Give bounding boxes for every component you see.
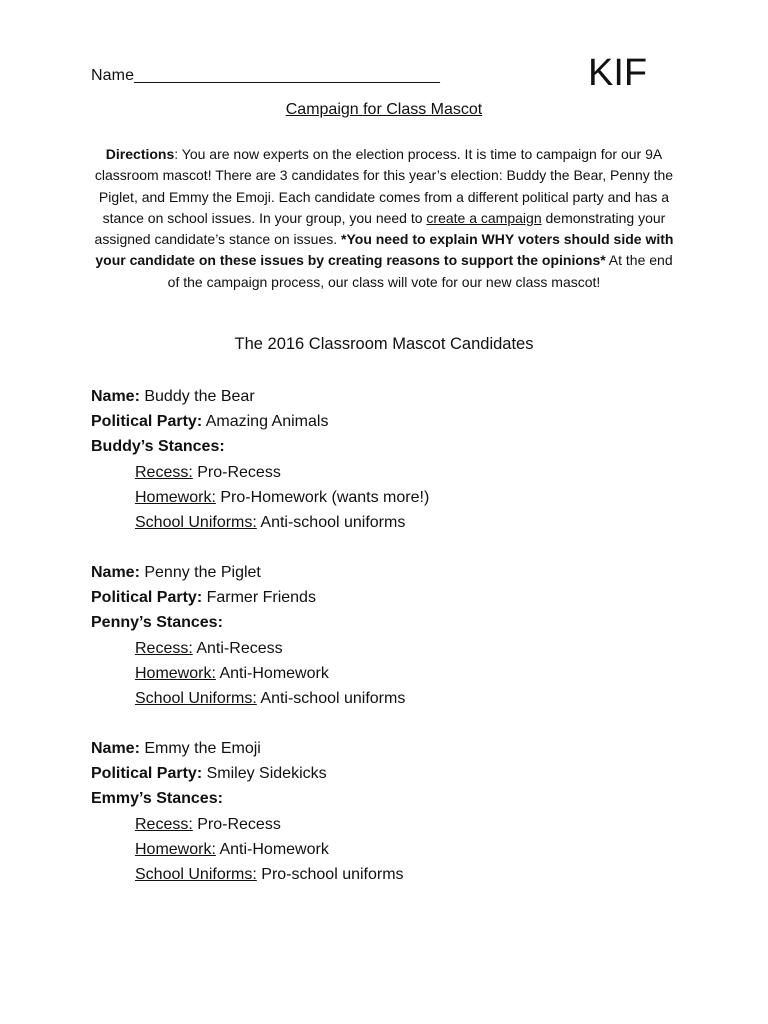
name-label: Name — [91, 67, 135, 84]
stance-recess — [91, 636, 405, 661]
stances-heading: Buddy’s Stances: — [91, 438, 225, 456]
issue-label: Recess: — [135, 639, 193, 657]
stance-recess — [91, 460, 429, 485]
issue-label: Homework: — [135, 664, 216, 682]
stance-value: Anti-school uniforms — [256, 514, 406, 532]
issue-label: Homework: — [135, 488, 216, 506]
party-label: Political Party: — [91, 765, 203, 783]
stance-value: Pro-Recess — [192, 463, 281, 481]
issue-label: Recess: — [135, 815, 193, 833]
issue-label: School Uniforms: — [135, 690, 257, 708]
party-label: Political Party: — [91, 589, 203, 607]
party-label: Political Party: — [91, 413, 203, 431]
stance-value: Pro-Homework (wants more!) — [215, 488, 430, 506]
party-row — [91, 585, 405, 610]
issue-label: School Uniforms: — [135, 514, 257, 532]
candidate-name-row — [91, 736, 404, 761]
stance-value: Pro-Recess — [192, 815, 281, 833]
stance-value: Pro-school uniforms — [256, 866, 404, 884]
party-name: Amazing Animals — [202, 413, 329, 431]
issue-label: Recess: — [135, 463, 193, 481]
candidate-name: Penny the Piglet — [139, 564, 261, 581]
stance-value: Anti-Homework — [215, 664, 329, 682]
name-blank: __________________________________ — [134, 67, 441, 84]
directions-text-2: demonstrating your assigned candidate’s stance on issues. — [94, 209, 666, 248]
stance-recess — [91, 812, 404, 837]
page-title: Campaign for Class Mascot — [285, 101, 483, 118]
candidate-block-penny — [91, 560, 405, 711]
stance-homework — [91, 661, 405, 686]
stance-uniforms — [91, 510, 429, 535]
candidate-name-row — [91, 384, 429, 409]
candidate-block-buddy — [91, 384, 429, 535]
party-name: Smiley Sidekicks — [202, 765, 327, 783]
party-row — [91, 409, 429, 434]
name-label: Name: — [91, 388, 140, 405]
stance-uniforms — [91, 862, 404, 887]
party-name: Farmer Friends — [202, 589, 316, 607]
candidates-heading: The 2016 Classroom Mascot Candidates — [234, 335, 534, 353]
stance-uniforms — [91, 686, 405, 711]
stance-homework — [91, 485, 429, 510]
issue-label: School Uniforms: — [135, 866, 257, 884]
name-label: Name: — [91, 564, 140, 581]
stances-heading: Emmy’s Stances: — [91, 790, 223, 808]
create-campaign-text: create a campaign — [426, 209, 542, 226]
stance-value: Anti-Recess — [192, 639, 283, 657]
candidate-name: Emmy the Emoji — [139, 740, 261, 757]
stance-value: Anti-Homework — [215, 840, 329, 858]
stance-homework — [91, 837, 404, 862]
name-label: Name: — [91, 740, 140, 757]
party-row — [91, 761, 404, 786]
directions-paragraph — [88, 144, 680, 293]
directions-label: Directions — [105, 146, 175, 162]
stance-value: Anti-school uniforms — [256, 690, 406, 708]
name-field-line — [91, 67, 440, 85]
directions-text-3: At the end of the campaign process, our class will vote for our new class mascot! — [167, 252, 673, 290]
stances-heading: Penny’s Stances: — [91, 614, 223, 632]
candidate-name-row — [91, 560, 405, 585]
candidate-name: Buddy the Bear — [139, 388, 255, 405]
directions-text-1: : You are now experts on the election process. It is time to campaign for our 9A classroom mascot! There are 3 candidates for this year’s election: Buddy the Bear, Penny the Piglet, and Emmy the Emoji. Each candidate comes from a different political party and has a stance on school issues. In your group, you need to — [94, 146, 674, 226]
issue-label: Homework: — [135, 840, 216, 858]
kif-heading: KIF — [588, 52, 648, 94]
candidate-block-emmy — [91, 736, 404, 887]
directions-emphasis: *You need to explain WHY voters should side with your candidate on these issues by creating reasons to support the opinions* — [95, 231, 674, 269]
